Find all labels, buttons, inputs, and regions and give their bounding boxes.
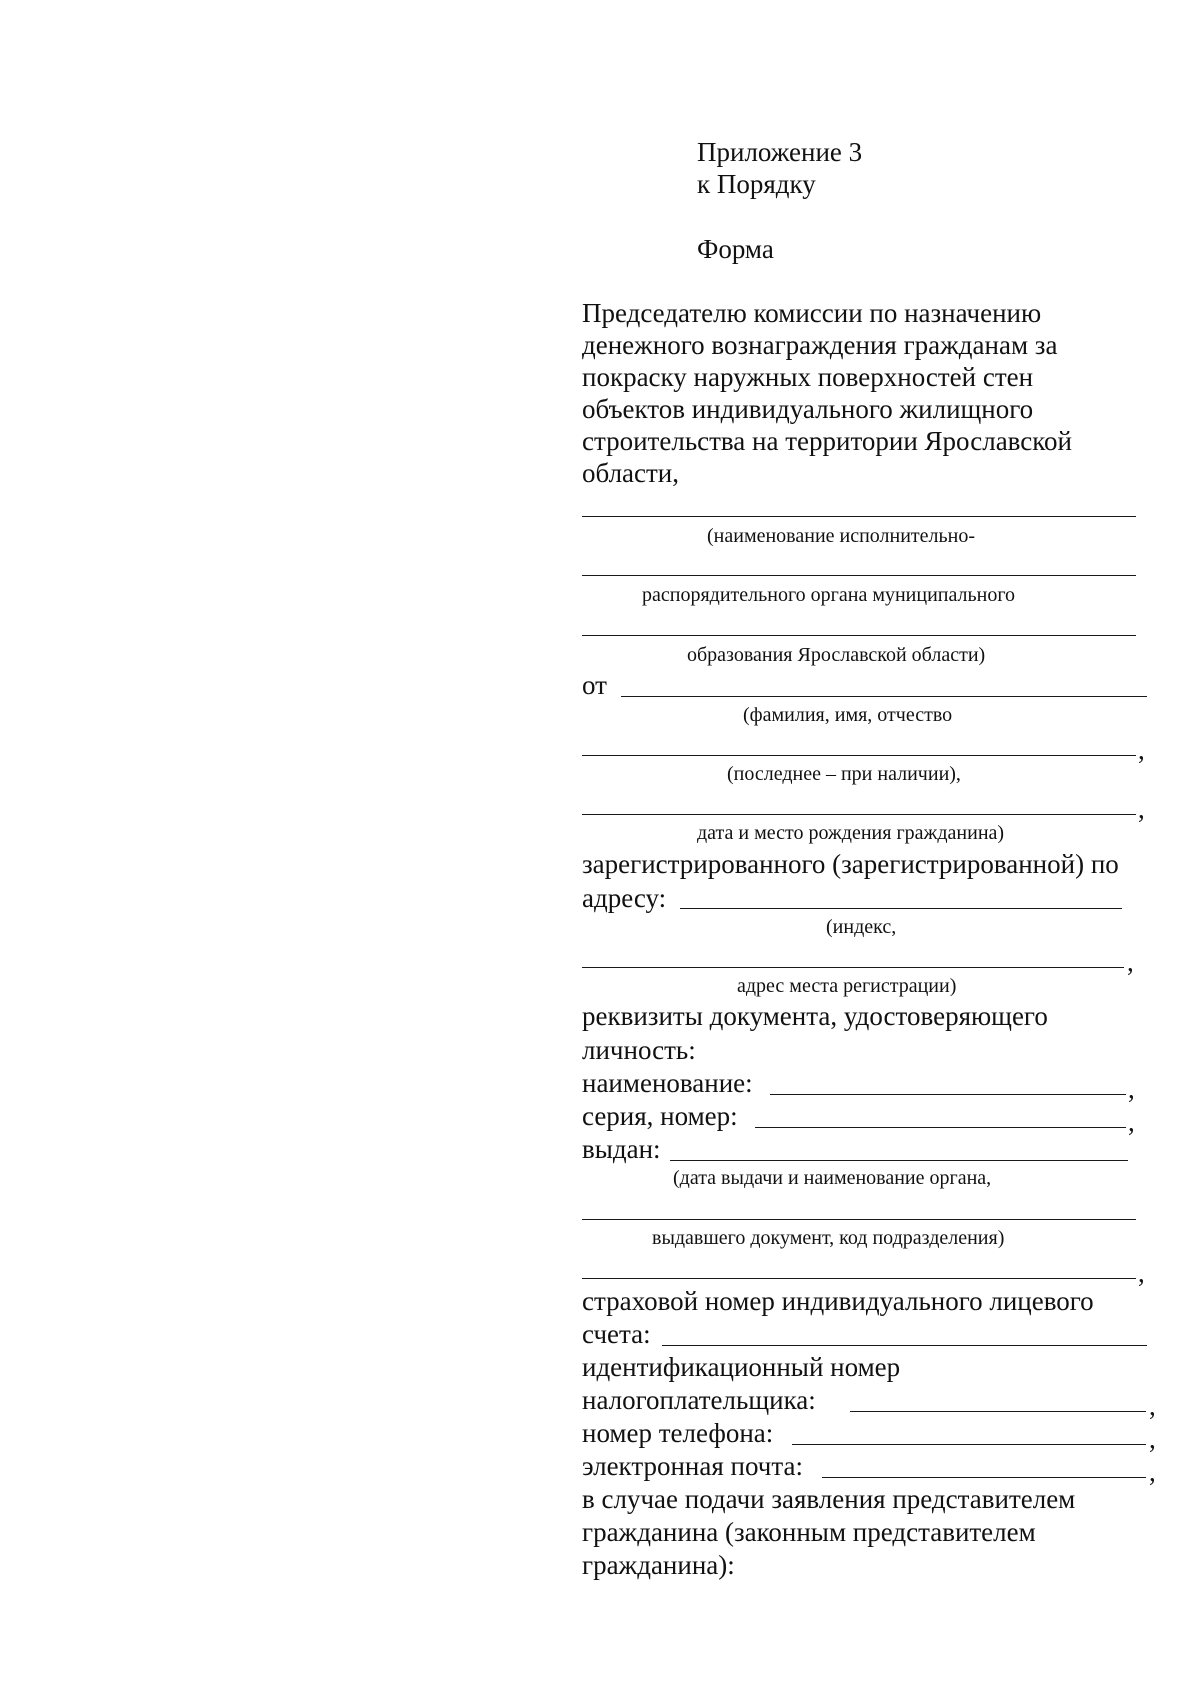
comma: , xyxy=(1149,1457,1156,1487)
comma: , xyxy=(1138,794,1145,824)
comma: , xyxy=(1149,1424,1156,1454)
comma: , xyxy=(1149,1391,1156,1421)
to-order-label: к Порядку xyxy=(697,169,816,199)
representative-line-1: в случае подачи заявления представителем xyxy=(582,1484,1076,1514)
comma: , xyxy=(1128,1107,1135,1137)
organ-name-line-1[interactable] xyxy=(582,516,1136,517)
doc-name-line[interactable] xyxy=(770,1094,1126,1095)
organ-caption-2: распорядительного органа муниципального xyxy=(642,584,1016,606)
index-caption: (индекс, xyxy=(826,916,897,938)
series-number-label: серия, номер: xyxy=(582,1101,738,1131)
address-line[interactable] xyxy=(680,908,1122,909)
inn-label-1: идентификационный номер xyxy=(582,1352,901,1382)
snils-label-2: счета: xyxy=(582,1319,651,1349)
phone-line[interactable] xyxy=(792,1444,1146,1445)
address-line-2[interactable] xyxy=(582,967,1124,968)
email-line[interactable] xyxy=(822,1477,1146,1478)
fio-line[interactable] xyxy=(621,696,1147,697)
from-label: от xyxy=(582,670,607,700)
comma: , xyxy=(1128,1074,1135,1104)
comma: , xyxy=(1138,1258,1145,1288)
form-label: Форма xyxy=(697,234,774,264)
inn-label-2: налогоплательщика: xyxy=(582,1385,816,1415)
series-number-line[interactable] xyxy=(755,1127,1126,1128)
addressee-line-5: строительства на территории Ярославской xyxy=(582,426,1072,456)
comma: , xyxy=(1127,947,1134,977)
addressee-line-6: области, xyxy=(582,458,680,488)
addressee-line-1: Председателю комиссии по назначению xyxy=(582,298,1042,328)
email-label: электронная почта: xyxy=(582,1451,803,1481)
fio-caption: (фамилия, имя, отчество xyxy=(743,704,953,726)
addressee-line-4: объектов индивидуального жилищного xyxy=(582,394,1034,424)
address-label: адресу: xyxy=(582,883,667,913)
id-doc-label-2: личность: xyxy=(582,1035,696,1065)
fio-line-2[interactable] xyxy=(582,755,1136,756)
issue-date-caption: (дата выдачи и наименование органа, xyxy=(673,1167,992,1189)
reg-address-caption: адрес места регистрации) xyxy=(737,975,957,997)
phone-label: номер телефона: xyxy=(582,1418,774,1448)
representative-line-2: гражданина (законным представителем xyxy=(582,1517,1036,1547)
organ-caption-3: образования Ярославской области) xyxy=(687,644,986,666)
snils-line[interactable] xyxy=(662,1345,1147,1346)
issuer-line[interactable] xyxy=(582,1219,1136,1220)
id-doc-label-1: реквизиты документа, удостоверяющего xyxy=(582,1001,1048,1031)
organ-name-line-3[interactable] xyxy=(582,635,1136,636)
organ-name-line-2[interactable] xyxy=(582,575,1136,576)
comma: , xyxy=(1138,735,1145,765)
registered-label: зарегистрированного (зарегистрированной) по xyxy=(582,849,1119,879)
addressee-line-2: денежного вознаграждения гражданам за xyxy=(582,330,1058,360)
birth-line[interactable] xyxy=(582,814,1136,815)
appendix-title: Приложение 3 xyxy=(697,137,863,167)
addressee-line-3: покраску наружных поверхностей стен xyxy=(582,362,1034,392)
birth-caption: дата и место рождения гражданина) xyxy=(697,822,1005,844)
issued-line[interactable] xyxy=(670,1160,1128,1161)
issuer-caption: выдавшего документ, код подразделения) xyxy=(652,1227,1005,1249)
snils-label-1: страховой номер индивидуального лицевого xyxy=(582,1286,1094,1316)
organ-caption-1: (наименование исполнительно- xyxy=(707,525,976,547)
inn-line[interactable] xyxy=(850,1411,1146,1412)
issued-label: выдан: xyxy=(582,1134,661,1164)
doc-name-label: наименование: xyxy=(582,1068,753,1098)
representative-line-3: гражданина): xyxy=(582,1550,735,1580)
patronymic-caption: (последнее – при наличии), xyxy=(727,763,961,785)
issuer-line-2[interactable] xyxy=(582,1278,1136,1279)
